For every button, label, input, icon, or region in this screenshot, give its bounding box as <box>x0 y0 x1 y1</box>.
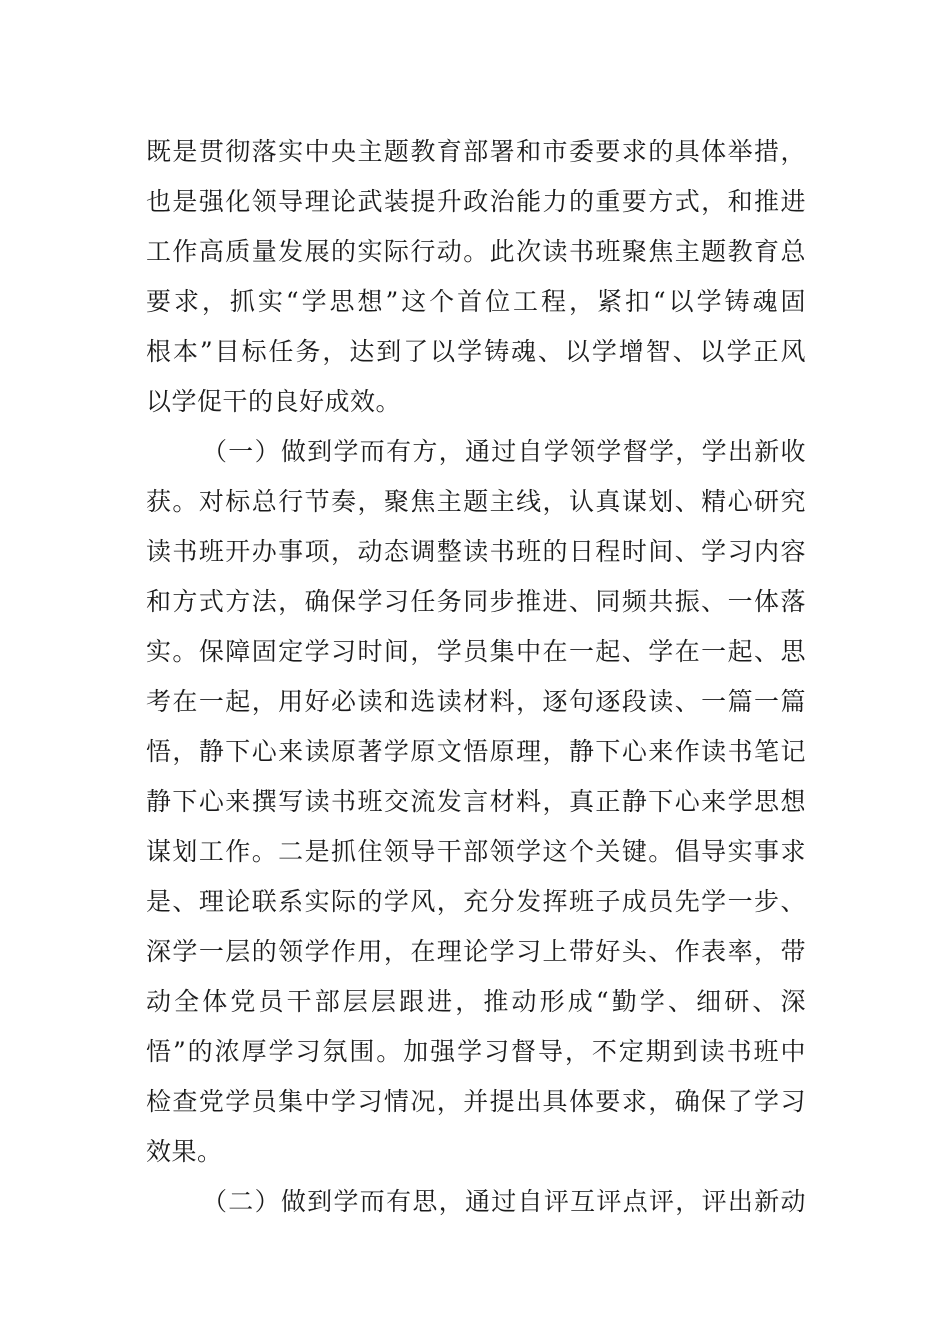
text-line: 要求，抓实“学思想”这个首位工程，紧扣“以学铸魂固 <box>146 287 806 316</box>
text-line: 考在一起，用好必读和选读材料，逐句逐段读、一篇一篇 <box>146 687 806 716</box>
text-line: 既是贯彻落实中央主题教育部署和市委要求的具体举措， <box>146 137 806 166</box>
text-line: 效果。 <box>146 1137 223 1166</box>
text-line: 深学一层的领学作用，在理论学习上带好头、作表率，带 <box>146 937 806 966</box>
text-line: 实。保障固定学习时间，学员集中在一起、学在一起、思 <box>146 637 806 666</box>
text-line: 工作高质量发展的实际行动。此次读书班聚焦主题教育总 <box>146 237 806 266</box>
section-heading-1: （一）做到学而有方，通过自学领学督学，学出新收 <box>202 437 806 466</box>
text-line: 也是强化领导理论武装提升政治能力的重要方式，和推进 <box>146 187 806 216</box>
text-line: 悟，静下心来读原著学原文悟原理，静下心来作读书笔记 <box>146 737 806 766</box>
section-heading-2: （二）做到学而有思，通过自评互评点评，评出新动 <box>202 1187 806 1216</box>
text-line: 获。对标总行节奏，聚焦主题主线，认真谋划、精心研究 <box>146 487 806 516</box>
text-line: 检查党学员集中学习情况，并提出具体要求，确保了学习 <box>146 1087 806 1116</box>
text-line: 动全体党员干部层层跟进，推动形成“勤学、细研、深 <box>146 987 806 1016</box>
text-line: 读书班开办事项，动态调整读书班的日程时间、学习内容 <box>146 537 806 566</box>
text-line: 悟”的浓厚学习氛围。加强学习督导，不定期到读书班中 <box>146 1037 806 1066</box>
text-line: 谋划工作。二是抓住领导干部领学这个关键。倡导实事求 <box>146 837 806 866</box>
text-line: 以学促干的良好成效。 <box>146 387 402 416</box>
text-line: 是、理论联系实际的学风，充分发挥班子成员先学一步、 <box>146 887 806 916</box>
text-line: 和方式方法，确保学习任务同步推进、同频共振、一体落 <box>146 587 806 616</box>
text-line: 根本”目标任务，达到了以学铸魂、以学增智、以学正风 <box>146 337 806 366</box>
text-line: 静下心来撰写读书班交流发言材料，真正静下心来学思想 <box>146 787 806 816</box>
